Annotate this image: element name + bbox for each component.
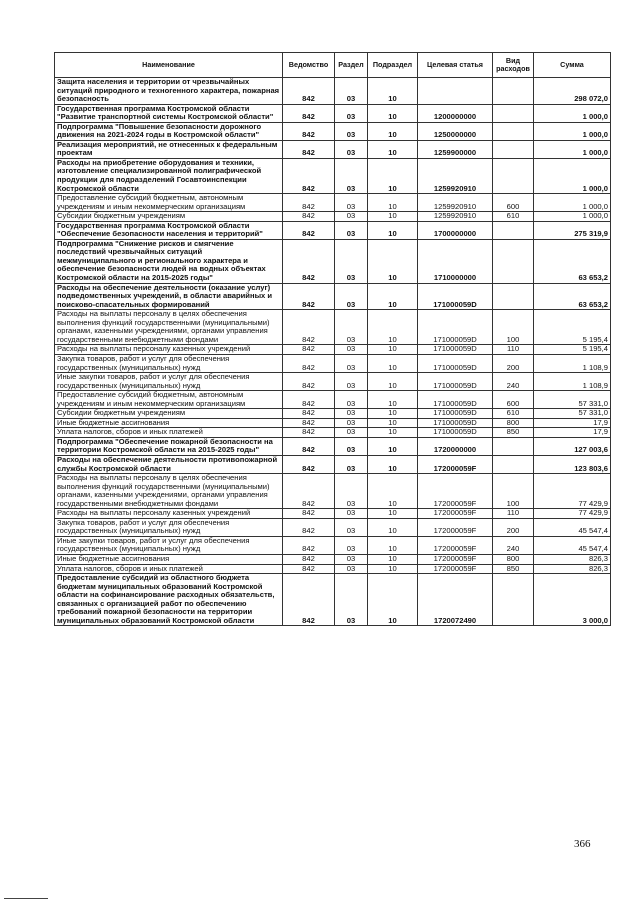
cell-razdel: 03 xyxy=(335,194,368,212)
cell-razdel: 03 xyxy=(335,391,368,409)
table-header-row xyxy=(55,53,611,78)
cell-expense-type: 610 xyxy=(493,212,534,222)
cell-vedomstvo: 842 xyxy=(283,239,335,283)
cell-vedomstvo: 842 xyxy=(283,474,335,509)
cell-expense-type: 850 xyxy=(493,428,534,438)
table-row xyxy=(55,140,611,158)
table-row xyxy=(55,221,611,239)
cell-target-article: 1259900000 xyxy=(418,140,493,158)
cell-razdel: 03 xyxy=(335,158,368,193)
cell-vedomstvo: 842 xyxy=(283,418,335,428)
cell-expense-type xyxy=(493,283,534,310)
cell-name: Субсидии бюджетным учреждениям xyxy=(55,409,283,419)
table-row xyxy=(55,104,611,122)
cell-podrazdel: 10 xyxy=(368,509,418,519)
cell-vedomstvo: 842 xyxy=(283,122,335,140)
cell-vedomstvo: 842 xyxy=(283,409,335,419)
cell-name: Иные бюджетные ассигнования xyxy=(55,554,283,564)
cell-sum: 3 000,0 xyxy=(534,574,611,626)
cell-vedomstvo: 842 xyxy=(283,428,335,438)
cell-expense-type: 110 xyxy=(493,345,534,355)
table-row xyxy=(55,78,611,105)
cell-name: Иные закупки товаров, работ и услуг для обеспечения государственных (муниципальных) нужд xyxy=(55,373,283,391)
cell-name: Расходы на выплаты персоналу в целях обеспечения выполнения функций государственными (муниципальными) органами, казенными учреждениями, органами управления государственными внебюджетными фондами xyxy=(55,474,283,509)
cell-expense-type: 110 xyxy=(493,509,534,519)
table-row xyxy=(55,554,611,564)
cell-target-article: 172000059F xyxy=(418,474,493,509)
cell-sum: 63 653,2 xyxy=(534,239,611,283)
cell-target-article: 1700000000 xyxy=(418,221,493,239)
cell-name: Реализация мероприятий, не отнесенных к федеральным проектам xyxy=(55,140,283,158)
cell-target-article: 1200000000 xyxy=(418,104,493,122)
cell-expense-type: 800 xyxy=(493,554,534,564)
table-row xyxy=(55,455,611,473)
cell-razdel: 03 xyxy=(335,574,368,626)
cell-target-article: 1720072490 xyxy=(418,574,493,626)
table-row xyxy=(55,354,611,372)
cell-podrazdel: 10 xyxy=(368,437,418,455)
table-row xyxy=(55,574,611,626)
table-row xyxy=(55,474,611,509)
table-row xyxy=(55,310,611,345)
cell-expense-type: 600 xyxy=(493,391,534,409)
cell-razdel: 03 xyxy=(335,536,368,554)
cell-target-article: 171000059D xyxy=(418,418,493,428)
cell-razdel: 03 xyxy=(335,345,368,355)
cell-target-article: 1259920910 xyxy=(418,212,493,222)
cell-expense-type xyxy=(493,455,534,473)
cell-vedomstvo: 842 xyxy=(283,140,335,158)
cell-vedomstvo: 842 xyxy=(283,310,335,345)
col-header-target-article: Целевая статья xyxy=(418,53,493,78)
cell-razdel: 03 xyxy=(335,474,368,509)
cell-name: Предоставление субсидий бюджетным, автономным учреждениям и иным некоммерческим организациям xyxy=(55,391,283,409)
cell-expense-type xyxy=(493,122,534,140)
cell-sum: 1 000,0 xyxy=(534,140,611,158)
cell-sum: 1 000,0 xyxy=(534,104,611,122)
page-number: 366 xyxy=(574,838,591,850)
cell-razdel: 03 xyxy=(335,428,368,438)
cell-name: Субсидии бюджетным учреждениям xyxy=(55,212,283,222)
cell-vedomstvo: 842 xyxy=(283,391,335,409)
cell-razdel: 03 xyxy=(335,283,368,310)
cell-target-article: 171000059D xyxy=(418,345,493,355)
cell-target-article: 171000059D xyxy=(418,373,493,391)
cell-target-article: 172000059F xyxy=(418,518,493,536)
cell-podrazdel: 10 xyxy=(368,418,418,428)
table-row xyxy=(55,194,611,212)
cell-razdel: 03 xyxy=(335,310,368,345)
footnote-line xyxy=(4,898,48,899)
cell-name: Расходы на выплаты персоналу в целях обеспечения выполнения функций государственными (муниципальными) органами, казенными учреждениями, органами управления государственными внебюджетными фондами xyxy=(55,310,283,345)
table-row xyxy=(55,437,611,455)
cell-vedomstvo: 842 xyxy=(283,221,335,239)
cell-target-article: 1710000000 xyxy=(418,239,493,283)
table-row xyxy=(55,418,611,428)
cell-target-article: 172000059F xyxy=(418,455,493,473)
cell-vedomstvo: 842 xyxy=(283,536,335,554)
cell-expense-type: 600 xyxy=(493,194,534,212)
col-header-expense-type: Вид расходов xyxy=(493,53,534,78)
cell-target-article xyxy=(418,78,493,105)
cell-name: Расходы на обеспечение деятельности (оказание услуг) подведомственных учреждений, в области аварийных и поисково-спасательных формирований xyxy=(55,283,283,310)
cell-name: Расходы на приобретение оборудования и техники, изготовление специализированной полиграфической продукции для подразделений Госавтоинспекции Костромской области xyxy=(55,158,283,193)
cell-name: Расходы на выплаты персоналу казенных учреждений xyxy=(55,345,283,355)
cell-sum: 1 000,0 xyxy=(534,158,611,193)
cell-sum: 5 195,4 xyxy=(534,345,611,355)
cell-razdel: 03 xyxy=(335,140,368,158)
budget-table xyxy=(54,52,611,626)
cell-podrazdel: 10 xyxy=(368,373,418,391)
table-row xyxy=(55,536,611,554)
cell-vedomstvo: 842 xyxy=(283,194,335,212)
col-header-vedomstvo: Ведомство xyxy=(283,53,335,78)
cell-podrazdel: 10 xyxy=(368,428,418,438)
cell-expense-type: 240 xyxy=(493,536,534,554)
cell-expense-type: 850 xyxy=(493,564,534,574)
table-row xyxy=(55,239,611,283)
cell-name: Предоставление субсидий бюджетным, автономным учреждениям и иным некоммерческим организациям xyxy=(55,194,283,212)
cell-podrazdel: 10 xyxy=(368,221,418,239)
cell-razdel: 03 xyxy=(335,409,368,419)
cell-vedomstvo: 842 xyxy=(283,509,335,519)
table-row xyxy=(55,409,611,419)
cell-podrazdel: 10 xyxy=(368,455,418,473)
cell-razdel: 03 xyxy=(335,354,368,372)
cell-expense-type xyxy=(493,437,534,455)
cell-podrazdel: 10 xyxy=(368,518,418,536)
cell-target-article: 172000059F xyxy=(418,554,493,564)
cell-vedomstvo: 842 xyxy=(283,564,335,574)
cell-name: Уплата налогов, сборов и иных платежей xyxy=(55,428,283,438)
cell-podrazdel: 10 xyxy=(368,409,418,419)
cell-expense-type xyxy=(493,140,534,158)
table-row xyxy=(55,158,611,193)
cell-podrazdel: 10 xyxy=(368,391,418,409)
cell-sum: 1 000,0 xyxy=(534,122,611,140)
cell-name: Расходы на обеспечение деятельности противопожарной службы Костромской области xyxy=(55,455,283,473)
cell-podrazdel: 10 xyxy=(368,574,418,626)
cell-sum: 1 000,0 xyxy=(534,212,611,222)
cell-sum: 1 108,9 xyxy=(534,373,611,391)
cell-podrazdel: 10 xyxy=(368,536,418,554)
cell-target-article: 1259920910 xyxy=(418,158,493,193)
cell-name: Предоставление субсидий из областного бюджета бюджетам муниципальных образований Костромской области на софинансирование расходных обязательств, связанных с организацией работ по обеспечению требований пожарной безопасности на территории муниципальных образований Костромской области xyxy=(55,574,283,626)
cell-name: Подпрограмма "Повышение безопасности дорожного движения на 2021-2024 годы в Костромской области" xyxy=(55,122,283,140)
cell-name: Защита населения и территории от чрезвычайных ситуаций природного и техногенного характера, пожарная безопасность xyxy=(55,78,283,105)
cell-vedomstvo: 842 xyxy=(283,554,335,564)
col-header-podrazdel: Подраздел xyxy=(368,53,418,78)
cell-sum: 127 003,6 xyxy=(534,437,611,455)
cell-expense-type xyxy=(493,239,534,283)
cell-target-article: 171000059D xyxy=(418,310,493,345)
cell-razdel: 03 xyxy=(335,564,368,574)
cell-podrazdel: 10 xyxy=(368,345,418,355)
cell-podrazdel: 10 xyxy=(368,310,418,345)
cell-sum: 45 547,4 xyxy=(534,518,611,536)
cell-name: Иные бюджетные ассигнования xyxy=(55,418,283,428)
cell-expense-type xyxy=(493,221,534,239)
cell-sum: 1 000,0 xyxy=(534,194,611,212)
cell-razdel: 03 xyxy=(335,554,368,564)
cell-expense-type: 800 xyxy=(493,418,534,428)
cell-expense-type: 100 xyxy=(493,474,534,509)
cell-target-article: 171000059D xyxy=(418,283,493,310)
cell-name: Расходы на выплаты персоналу казенных учреждений xyxy=(55,509,283,519)
cell-podrazdel: 10 xyxy=(368,212,418,222)
cell-target-article: 172000059F xyxy=(418,509,493,519)
table-row xyxy=(55,428,611,438)
cell-podrazdel: 10 xyxy=(368,140,418,158)
cell-target-article: 171000059D xyxy=(418,428,493,438)
cell-razdel: 03 xyxy=(335,212,368,222)
table-row xyxy=(55,564,611,574)
cell-target-article: 171000059D xyxy=(418,391,493,409)
cell-razdel: 03 xyxy=(335,78,368,105)
cell-name: Государственная программа Костромской области "Развитие транспортной системы Костромской области" xyxy=(55,104,283,122)
table-row xyxy=(55,518,611,536)
cell-expense-type xyxy=(493,574,534,626)
cell-sum: 57 331,0 xyxy=(534,409,611,419)
cell-sum: 57 331,0 xyxy=(534,391,611,409)
table-row xyxy=(55,283,611,310)
cell-name: Иные закупки товаров, работ и услуг для обеспечения государственных (муниципальных) нужд xyxy=(55,536,283,554)
cell-razdel: 03 xyxy=(335,418,368,428)
cell-target-article: 1259920910 xyxy=(418,194,493,212)
cell-podrazdel: 10 xyxy=(368,104,418,122)
cell-vedomstvo: 842 xyxy=(283,283,335,310)
cell-razdel: 03 xyxy=(335,437,368,455)
cell-target-article: 172000059F xyxy=(418,536,493,554)
cell-vedomstvo: 842 xyxy=(283,518,335,536)
cell-podrazdel: 10 xyxy=(368,239,418,283)
cell-razdel: 03 xyxy=(335,518,368,536)
col-header-name: Наименование xyxy=(55,53,283,78)
cell-vedomstvo: 842 xyxy=(283,455,335,473)
cell-target-article: 171000059D xyxy=(418,354,493,372)
table-row xyxy=(55,345,611,355)
cell-podrazdel: 10 xyxy=(368,158,418,193)
cell-expense-type: 240 xyxy=(493,373,534,391)
cell-vedomstvo: 842 xyxy=(283,345,335,355)
table-body xyxy=(55,78,611,626)
cell-name: Закупка товаров, работ и услуг для обеспечения государственных (муниципальных) нужд xyxy=(55,354,283,372)
cell-razdel: 03 xyxy=(335,104,368,122)
cell-sum: 63 653,2 xyxy=(534,283,611,310)
cell-podrazdel: 10 xyxy=(368,554,418,564)
cell-vedomstvo: 842 xyxy=(283,158,335,193)
cell-name: Закупка товаров, работ и услуг для обеспечения государственных (муниципальных) нужд xyxy=(55,518,283,536)
cell-vedomstvo: 842 xyxy=(283,437,335,455)
cell-sum: 1 108,9 xyxy=(534,354,611,372)
cell-sum: 17,9 xyxy=(534,428,611,438)
cell-sum: 275 319,9 xyxy=(534,221,611,239)
cell-expense-type: 610 xyxy=(493,409,534,419)
cell-name: Уплата налогов, сборов и иных платежей xyxy=(55,564,283,574)
col-header-sum: Сумма xyxy=(534,53,611,78)
cell-expense-type: 200 xyxy=(493,518,534,536)
cell-vedomstvo: 842 xyxy=(283,373,335,391)
table-row xyxy=(55,373,611,391)
cell-expense-type xyxy=(493,104,534,122)
cell-sum: 298 072,0 xyxy=(534,78,611,105)
cell-sum: 77 429,9 xyxy=(534,509,611,519)
cell-sum: 826,3 xyxy=(534,564,611,574)
cell-podrazdel: 10 xyxy=(368,122,418,140)
cell-podrazdel: 10 xyxy=(368,564,418,574)
cell-name: Подпрограмма "Снижение рисков и смягчение последствий чрезвычайных ситуаций межмуниципального и регионального характера и обеспечение безопасности людей на водных объектах Костромской области на 2015-2025 годы" xyxy=(55,239,283,283)
cell-razdel: 03 xyxy=(335,122,368,140)
cell-podrazdel: 10 xyxy=(368,354,418,372)
col-header-razdel: Раздел xyxy=(335,53,368,78)
cell-vedomstvo: 842 xyxy=(283,78,335,105)
cell-vedomstvo: 842 xyxy=(283,354,335,372)
cell-razdel: 03 xyxy=(335,239,368,283)
cell-target-article: 1250000000 xyxy=(418,122,493,140)
cell-expense-type: 100 xyxy=(493,310,534,345)
cell-vedomstvo: 842 xyxy=(283,104,335,122)
cell-expense-type xyxy=(493,158,534,193)
cell-sum: 17,9 xyxy=(534,418,611,428)
cell-razdel: 03 xyxy=(335,373,368,391)
cell-podrazdel: 10 xyxy=(368,194,418,212)
cell-expense-type xyxy=(493,78,534,105)
cell-sum: 5 195,4 xyxy=(534,310,611,345)
cell-podrazdel: 10 xyxy=(368,474,418,509)
cell-vedomstvo: 842 xyxy=(283,574,335,626)
table-row xyxy=(55,212,611,222)
cell-podrazdel: 10 xyxy=(368,283,418,310)
cell-target-article: 1720000000 xyxy=(418,437,493,455)
cell-vedomstvo: 842 xyxy=(283,212,335,222)
table-row xyxy=(55,391,611,409)
cell-expense-type: 200 xyxy=(493,354,534,372)
cell-sum: 77 429,9 xyxy=(534,474,611,509)
table-row xyxy=(55,122,611,140)
cell-razdel: 03 xyxy=(335,221,368,239)
table-row xyxy=(55,509,611,519)
cell-razdel: 03 xyxy=(335,455,368,473)
cell-razdel: 03 xyxy=(335,509,368,519)
cell-sum: 826,3 xyxy=(534,554,611,564)
cell-target-article: 171000059D xyxy=(418,409,493,419)
cell-target-article: 172000059F xyxy=(418,564,493,574)
cell-sum: 45 547,4 xyxy=(534,536,611,554)
cell-name: Подпрограмма "Обеспечение пожарной безопасности на территории Костромской области на 2015-2025 годы" xyxy=(55,437,283,455)
cell-sum: 123 803,6 xyxy=(534,455,611,473)
cell-name: Государственная программа Костромской области "Обеспечение безопасности населения и территорий" xyxy=(55,221,283,239)
cell-podrazdel: 10 xyxy=(368,78,418,105)
